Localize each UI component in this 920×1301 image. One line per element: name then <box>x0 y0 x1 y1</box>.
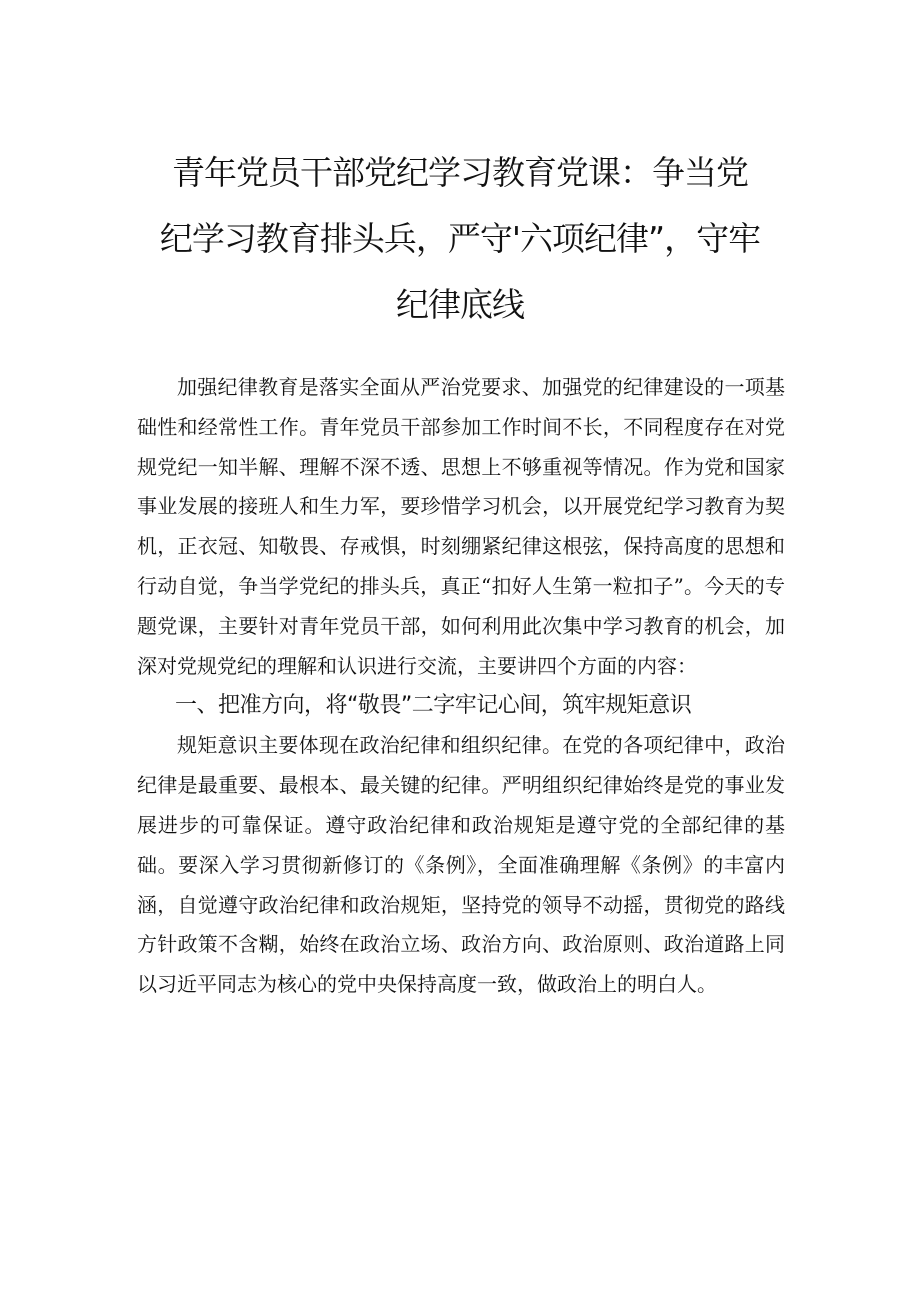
document-body <box>137 368 785 1005</box>
title-line-3: 纪律底线 <box>396 285 524 324</box>
document-title <box>120 140 800 338</box>
title-line-2: 纪学习教育排头兵，严守'六项纪律”，守牢 <box>159 219 761 258</box>
title-line-1: 青年党员干部党纪学习教育党课：争当党 <box>172 153 748 192</box>
section-1-paragraph: 规矩意识主要体现在政治纪律和组织纪律。在党的各项纪律中，政治纪律是最重要、最根本、最关键的纪律。严明组织纪律始终是党的事业发展进步的可靠保证。遵守政治纪律和政治规矩是遵守党的全部纪律的基础。要深入学习贯彻新修订的《条例》，全面准确理解《条例》的丰富内涵，自觉遵守政治纪律和政治规矩，坚持党的领导不动摇，贯彻党的路线方针政策不含糊，始终在政治立场、政治方向、政治原则、政治道路上同以习近平同志为核心的党中央保持高度一致，做政治上的明白人。 <box>137 733 785 997</box>
section-1-heading: 一、把准方向，将“敬畏”二字牢记心间，筑牢规矩意识 <box>175 693 692 719</box>
intro-paragraph: 加强纪律教育是落实全面从严治党要求、加强党的纪律建设的一项基础性和经常性工作。青年党员干部参加工作时间不长，不同程度存在对党规党纪一知半解、理解不深不透、思想上不够重视等情况。作为党和国家事业发展的接班人和生力军，要珍惜学习机会，以开展党纪学习教育为契机，正衣冠、知敬畏、存戒惧，时刻绷紧纪律这根弦，保持高度的思想和行动自觉，争当学党纪的排头兵，真正“扣好人生第一粒扣子”。今天的专题党课，主要针对青年党员干部，如何利用此次集中学习教育的机会，加深对党规党纪的理解和认识进行交流，主要讲四个方面的内容： <box>137 375 785 678</box>
